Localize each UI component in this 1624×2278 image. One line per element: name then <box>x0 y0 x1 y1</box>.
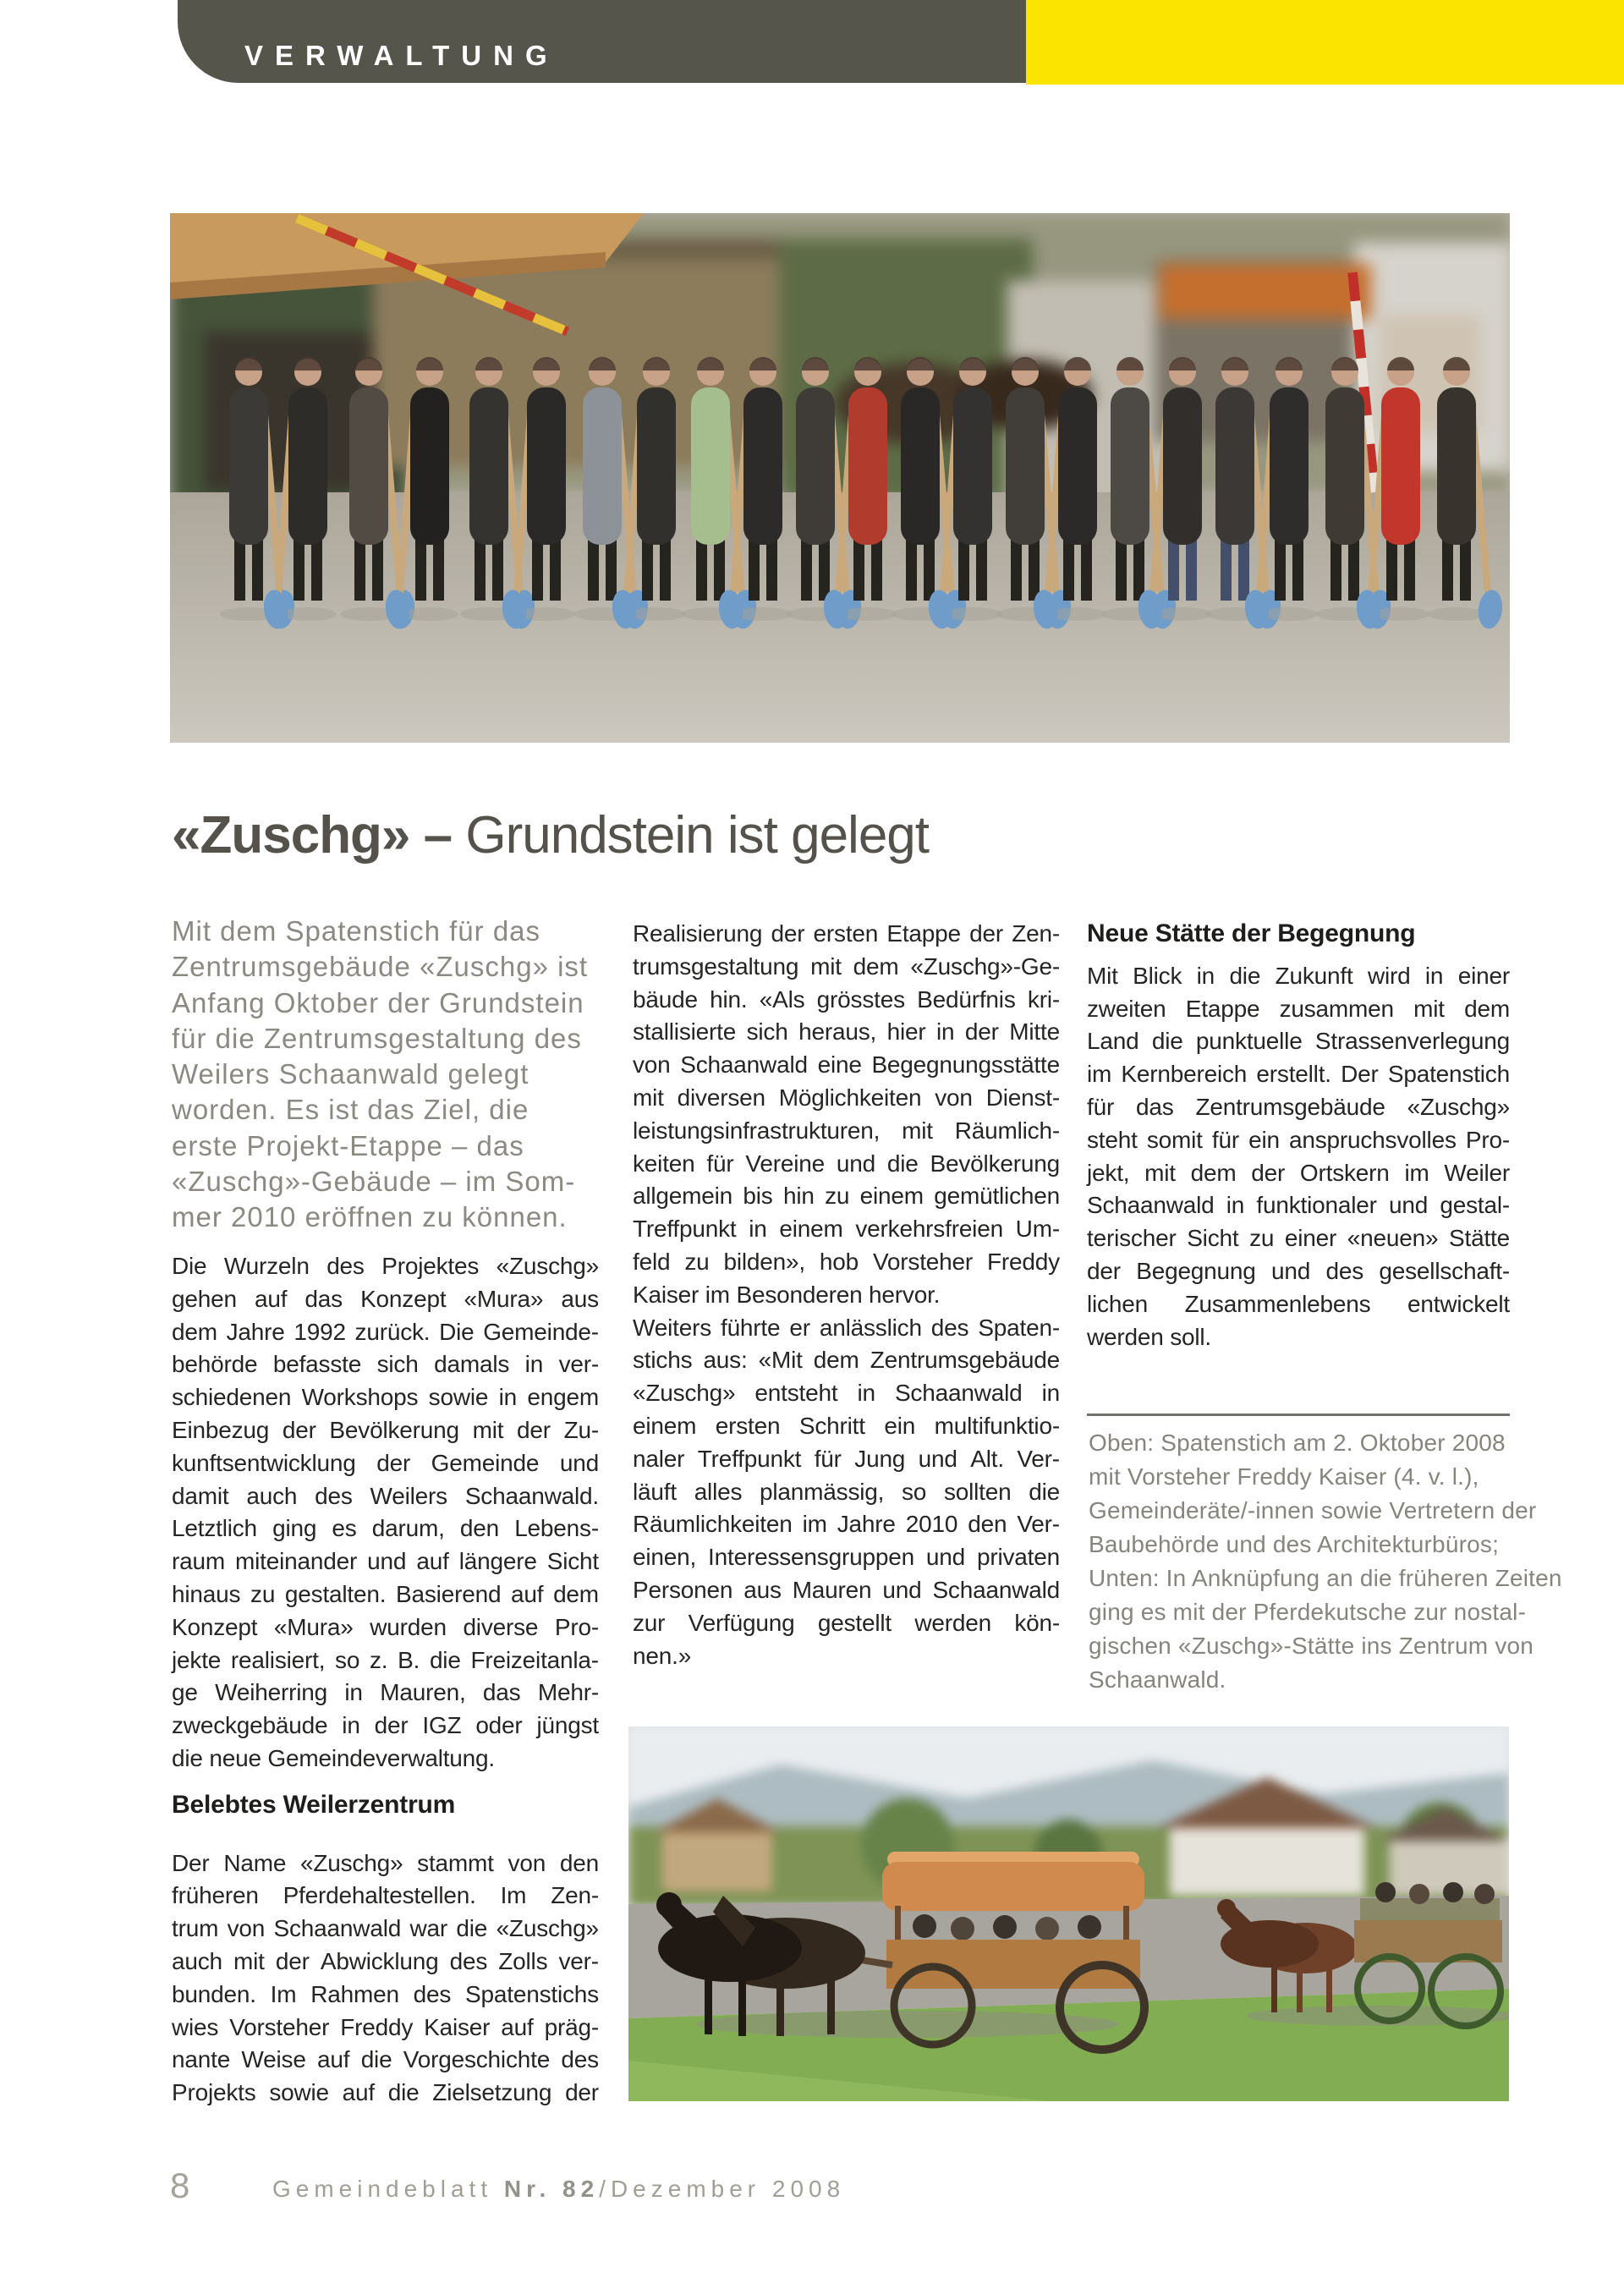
text-line: worden. Es ist das Ziel, die <box>172 1094 529 1126</box>
passenger <box>1443 1882 1463 1902</box>
shadow <box>1428 607 1485 621</box>
passenger <box>913 1914 936 1938</box>
col2-paragraph-1 <box>633 918 1060 1312</box>
shadow <box>628 607 685 621</box>
text-line: Projekts sowie auf die Zielsetzung der <box>172 2079 599 2106</box>
text-line: läuft alles planmässig, so sollten die <box>633 1478 1060 1505</box>
text-line: nante Weise auf die Vorgeschichte des <box>172 2046 599 2073</box>
col3-paragraph <box>1087 960 1510 1354</box>
shadow <box>1154 607 1211 621</box>
shadow <box>401 607 458 621</box>
text-line: behörde befasste sich damals in ver- <box>172 1351 599 1378</box>
text-line: Kaiser im Besonderen hervor. <box>633 1281 941 1308</box>
text-line: Mit Blick in die Zukunft wird in einer <box>1087 962 1510 989</box>
text-line: früheren Pferdehaltestellen. Im Zen- <box>172 1882 599 1909</box>
text-line: jekt, mit dem der Ortskern im Weiler <box>1087 1159 1510 1186</box>
text-line: auch mit der Abwicklung des Zolls ver- <box>172 1947 599 1974</box>
text-line: Der Name «Zuschg» stammt von den <box>172 1849 599 1876</box>
footer-date: Dezember 2008 <box>610 2176 846 2202</box>
person-body <box>583 387 622 545</box>
text-line: Unten: In Anknüpfung an die früheren Zeiten <box>1089 1565 1562 1591</box>
person-body <box>691 387 730 545</box>
text-line: Treffpunkt in einem verkehrsfreien Um- <box>633 1216 1060 1243</box>
shadow <box>518 607 575 621</box>
accent-yellow-block <box>1026 0 1624 85</box>
subheading-belebtes-weilerzentrum: Belebtes Weilerzentrum <box>172 1790 456 1819</box>
horse-head <box>1217 1899 1236 1918</box>
text-line: für das Zentrumsgebäude «Zuschg» <box>1087 1093 1510 1120</box>
text-line: bunden. Im Rahmen des Spatenstichs <box>172 1980 599 2007</box>
text-line: dem Jahre 1992 zurück. Die Gemeinde- <box>172 1318 599 1345</box>
person-body <box>796 387 835 545</box>
text-line: nen.» <box>633 1642 692 1669</box>
text-line: Konzept «Mura» wurden diverse Pro- <box>172 1613 599 1640</box>
text-line: feld zu bilden», hob Vorsteher Freddy <box>633 1248 1060 1275</box>
text-line: steht somit für ein anspruchsvolles Pro- <box>1087 1126 1510 1153</box>
person-body <box>1215 387 1254 545</box>
text-line: zweckgebäude in der IGZ oder jüngst <box>172 1712 599 1739</box>
text-line: leistungsinfrastrukturen, mit Räumlich- <box>633 1117 1060 1144</box>
text-line: die neue Gemeindeverwaltung. <box>172 1744 495 1771</box>
text-line: mer 2010 eröffnen zu können. <box>172 1201 568 1233</box>
person-body <box>1163 387 1202 545</box>
text-line: Schaanwald in funktionaler und gestal- <box>1087 1192 1510 1219</box>
text-line: ge Weiherring in Mauren, das Mehr- <box>172 1679 599 1706</box>
footer-separator: / <box>599 2176 611 2202</box>
text-line: stichs aus: «Mit dem Zentrumsgebäude <box>633 1347 1060 1374</box>
text-line: gischen «Zuschg»-Stätte ins Zentrum von <box>1089 1633 1534 1659</box>
text-line: Anfang Oktober der Grundstein <box>172 986 584 1018</box>
text-line: werden soll. <box>1087 1323 1212 1350</box>
col1-paragraph-1 <box>172 1250 599 1776</box>
text-line: mit diversen Möglichkeiten von Dienst- <box>633 1084 1060 1111</box>
text-line: bäude hin. «Als grösstes Bedürfnis kri- <box>633 985 1060 1013</box>
shadow <box>944 607 1001 621</box>
text-line: Letztlich ging es darum, den Lebens- <box>172 1515 599 1542</box>
article-title <box>172 805 929 865</box>
text-line: Räumlichkeiten im Jahre 2010 den Ver- <box>633 1511 1060 1538</box>
text-line: raum miteinander und auf längere Sicht <box>172 1548 599 1575</box>
groundbreaking-photo <box>170 213 1510 743</box>
text-line: Weilers Schaanwald gelegt <box>172 1058 529 1090</box>
shadow <box>1049 607 1106 621</box>
text-line: mit Vorsteher Freddy Kaiser (4. v. l.), <box>1089 1463 1479 1490</box>
text-line: «Zuschg» entsteht in Schaanwald in <box>633 1380 1060 1407</box>
text-line: zweiten Etappe zusammen mit dem <box>1087 995 1510 1022</box>
text-line: Baubehörde und des Architekturbüros; <box>1089 1531 1500 1557</box>
text-line: lichen Zusammenlebens entwickelt <box>1087 1290 1510 1317</box>
person-body <box>953 387 992 545</box>
text-line: kunftsentwicklung der Gemeinde und <box>172 1449 599 1476</box>
passenger <box>1409 1884 1429 1904</box>
text-line: Mit dem Spatenstich für das <box>172 915 541 947</box>
text-line: Personen aus Mauren und Schaanwald <box>633 1576 1060 1603</box>
passenger <box>1078 1915 1101 1939</box>
text-line: Oben: Spatenstich am 2. Oktober 2008 <box>1089 1430 1506 1456</box>
person-body <box>1058 387 1097 545</box>
text-line: Einbezug der Bevölkerung mit der Zu- <box>172 1416 599 1443</box>
person-body <box>637 387 676 545</box>
text-line: naler Treffpunkt für Jung und Alt. Ver- <box>633 1445 1060 1472</box>
shadow <box>1372 607 1429 621</box>
column-3 <box>1087 918 1510 1353</box>
text-line: trumsgestaltung mit dem «Zuschg»-Ge- <box>633 952 1060 980</box>
text-line: terischer Sicht zu einer «neuen» Stätte <box>1087 1225 1510 1252</box>
person-body <box>1437 387 1476 545</box>
text-line: Die Wurzeln des Projektes «Zuschg» <box>172 1253 599 1279</box>
house <box>662 1828 772 1891</box>
text-line: Schaanwald. <box>1089 1666 1226 1693</box>
footer-issue: Nr. 82 <box>503 2176 600 2202</box>
text-line: einem ersten Schritt ein multifunktio- <box>633 1412 1060 1439</box>
person-body <box>229 387 268 545</box>
text-line: Realisierung der ersten Etappe der Zen- <box>633 920 1060 947</box>
text-line: zur Verfügung gestellt werden kön- <box>633 1609 1060 1636</box>
title-emphasis: «Zuschg» – <box>172 806 466 865</box>
column-1 <box>172 1250 599 2110</box>
house <box>1170 1824 1364 1896</box>
text-line: für die Zentrumsgestaltung des <box>172 1022 582 1054</box>
text-line: Land die punktuelle Strassenverlegung <box>1087 1028 1510 1055</box>
person-body <box>1381 387 1420 545</box>
lead-paragraph <box>172 914 628 1236</box>
photo-caption <box>1089 1426 1562 1697</box>
text-line: einen, Interessensgruppen und privaten <box>633 1544 1060 1571</box>
page-number: 8 <box>170 2165 190 2205</box>
person-body <box>410 387 449 545</box>
passenger <box>993 1915 1017 1939</box>
caption-divider-rule <box>1087 1413 1510 1416</box>
passenger <box>1035 1917 1059 1940</box>
shadow <box>279 607 337 621</box>
footer-journal: Gemeindeblatt <box>272 2176 504 2202</box>
person-body <box>901 387 940 545</box>
carriage-canopy <box>1160 264 1371 319</box>
col1-paragraph-2 <box>172 1847 599 2110</box>
shadow <box>1260 607 1318 621</box>
text-line: ging es mit der Pferdekutsche zur nostal- <box>1089 1599 1527 1625</box>
text-line: allgemein bis hin zu einem gemütlichen <box>633 1183 1060 1210</box>
col2-paragraph-2 <box>633 1312 1060 1673</box>
person-body <box>349 387 388 545</box>
shadow <box>734 607 792 621</box>
text-line: wies Vorsteher Freddy Kaiser auf präg- <box>172 2013 599 2040</box>
text-line: erste Projekt-Etappe – das <box>172 1129 524 1161</box>
title-rest: Grundstein ist gelegt <box>465 806 930 865</box>
text-line: «Zuschg»-Gebäude – im Som- <box>172 1166 576 1198</box>
column-2 <box>633 918 1060 1672</box>
text-line: hinaus zu gestalten. Basierend auf dem <box>172 1580 599 1607</box>
text-line: damit auch des Weilers Schaanwald. <box>172 1482 599 1509</box>
person-body <box>1270 387 1309 545</box>
text-line: im Kernbereich erstellt. Der Spatenstich <box>1087 1061 1510 1088</box>
carriage-canopy <box>882 1862 1144 1911</box>
passenger <box>951 1917 974 1940</box>
text-line: Gemeinderäte/-innen sowie Vertretern der <box>1089 1497 1537 1523</box>
text-line: keiten für Vereine und die Bevölkerung <box>633 1150 1060 1177</box>
person-body <box>288 387 327 545</box>
text-line: schiedenen Workshops sowie in engem <box>172 1384 599 1411</box>
person-body <box>469 387 508 545</box>
text-line: gehen auf das Konzept «Mura» aus <box>172 1285 599 1312</box>
person-body <box>527 387 566 545</box>
text-line: von Schaanwald eine Begegnungsstätte <box>633 1051 1060 1079</box>
person-body <box>1111 387 1149 545</box>
person-body <box>1325 387 1364 545</box>
passenger <box>1375 1882 1396 1902</box>
carriage-photo <box>628 1726 1509 2101</box>
text-line: stallisierte sich heraus, hier in der Mitte <box>633 1018 1060 1046</box>
person-body <box>743 387 782 545</box>
person-body <box>848 387 887 545</box>
text-line: trum von Schaanwald war die «Zuschg» <box>172 1915 599 1942</box>
footer-journal-line <box>272 2176 845 2203</box>
passenger <box>1474 1884 1495 1904</box>
horse-head <box>656 1892 682 1918</box>
section-label: VERWALTUNG <box>244 40 559 71</box>
text-line: jekte realisiert, so z. B. die Freizeitanla- <box>172 1646 599 1673</box>
text-line: Zentrumsgebäude «Zuschg» ist <box>172 951 589 983</box>
text-line: Weiters führte er anlässlich des Spaten- <box>633 1314 1060 1341</box>
shadow <box>839 607 897 621</box>
subheading-neue-staette: Neue Stätte der Begegnung <box>1087 919 1416 947</box>
person-body <box>1006 387 1045 545</box>
text-line: der Begegnung und des gesellschaft- <box>1087 1257 1510 1284</box>
